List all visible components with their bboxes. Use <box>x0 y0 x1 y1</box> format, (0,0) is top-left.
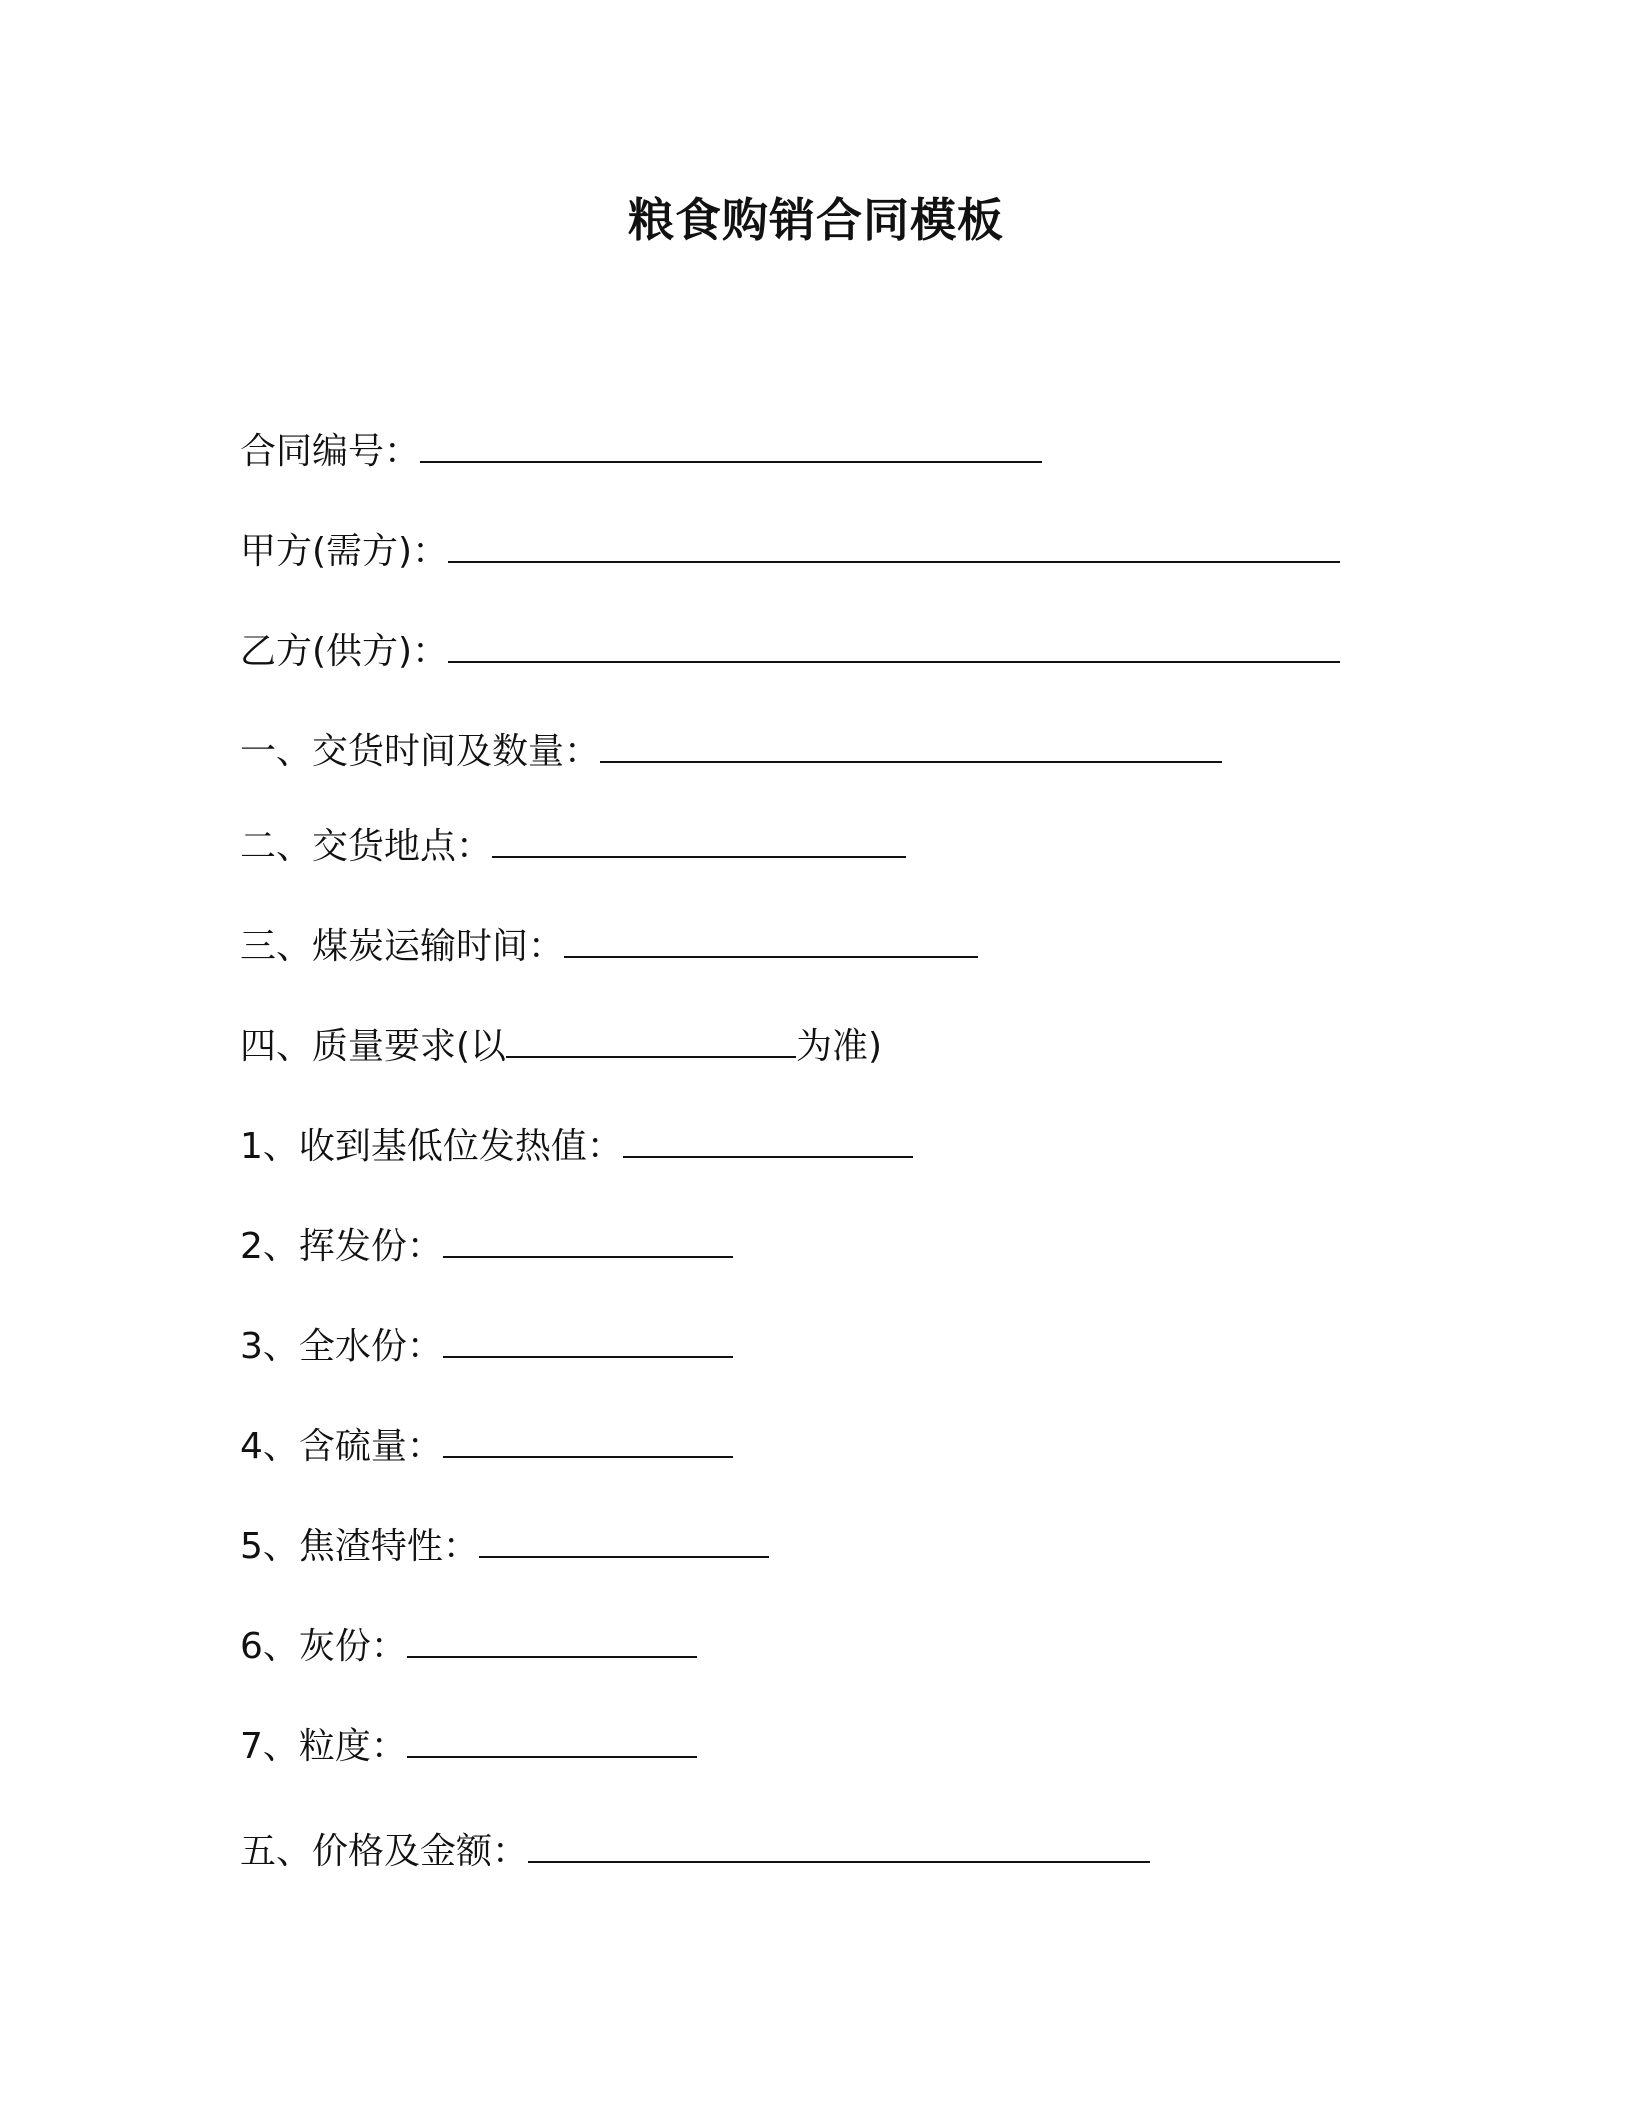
quality-requirement-field <box>240 1018 882 1068</box>
particle-size-blank[interactable] <box>407 1718 697 1758</box>
party-a-label: 甲方(需方)： <box>240 531 449 572</box>
party-a-field <box>240 523 1340 573</box>
sulfur-content-blank[interactable] <box>443 1418 733 1458</box>
calorific-value-blank[interactable] <box>623 1118 913 1158</box>
ash-content-field <box>240 1618 697 1668</box>
total-moisture-label: 3、全水份： <box>240 1326 443 1367</box>
delivery-location-label: 二、交货地点： <box>240 826 493 867</box>
particle-size-label: 7、粒度： <box>240 1726 407 1767</box>
volatile-matter-blank[interactable] <box>443 1218 733 1258</box>
document-title: 粮食购销合同模板 <box>628 193 1004 247</box>
coke-residue-blank[interactable] <box>479 1518 769 1558</box>
volatile-matter-label: 2、挥发份： <box>240 1226 443 1267</box>
price-amount-label: 五、价格及金额： <box>240 1831 529 1872</box>
calorific-value-field <box>240 1118 913 1168</box>
party-b-field <box>240 623 1340 673</box>
coal-transport-time-field <box>240 918 978 968</box>
delivery-time-quantity-label: 一、交货时间及数量： <box>240 731 601 772</box>
contract-number-field <box>240 423 1042 473</box>
coal-transport-time-label: 三、煤炭运输时间： <box>240 926 565 967</box>
total-moisture-field <box>240 1318 733 1368</box>
volatile-matter-field <box>240 1218 733 1268</box>
quality-requirement-suffix: 为准) <box>796 1026 883 1067</box>
quality-requirement-label: 四、质量要求(以 <box>240 1026 507 1067</box>
ash-content-blank[interactable] <box>407 1618 697 1658</box>
party-b-blank[interactable] <box>448 623 1340 663</box>
price-amount-blank[interactable] <box>528 1823 1150 1863</box>
calorific-value-label: 1、收到基低位发热值： <box>240 1126 623 1167</box>
sulfur-content-label: 4、含硫量： <box>240 1426 443 1467</box>
price-amount-field <box>240 1823 1150 1873</box>
delivery-time-quantity-blank[interactable] <box>600 723 1222 763</box>
delivery-location-field <box>240 818 906 868</box>
total-moisture-blank[interactable] <box>443 1318 733 1358</box>
party-b-label: 乙方(供方)： <box>240 631 449 672</box>
quality-standard-blank[interactable] <box>506 1018 796 1058</box>
delivery-time-quantity-field <box>240 723 1222 773</box>
sulfur-content-field <box>240 1418 733 1468</box>
delivery-location-blank[interactable] <box>492 818 906 858</box>
ash-content-label: 6、灰份： <box>240 1626 407 1667</box>
particle-size-field <box>240 1718 697 1768</box>
coal-transport-time-blank[interactable] <box>564 918 978 958</box>
party-a-blank[interactable] <box>448 523 1340 563</box>
coke-residue-label: 5、焦渣特性： <box>240 1526 479 1567</box>
contract-number-label: 合同编号： <box>240 431 421 472</box>
contract-number-blank[interactable] <box>420 423 1042 463</box>
coke-residue-field <box>240 1518 769 1568</box>
